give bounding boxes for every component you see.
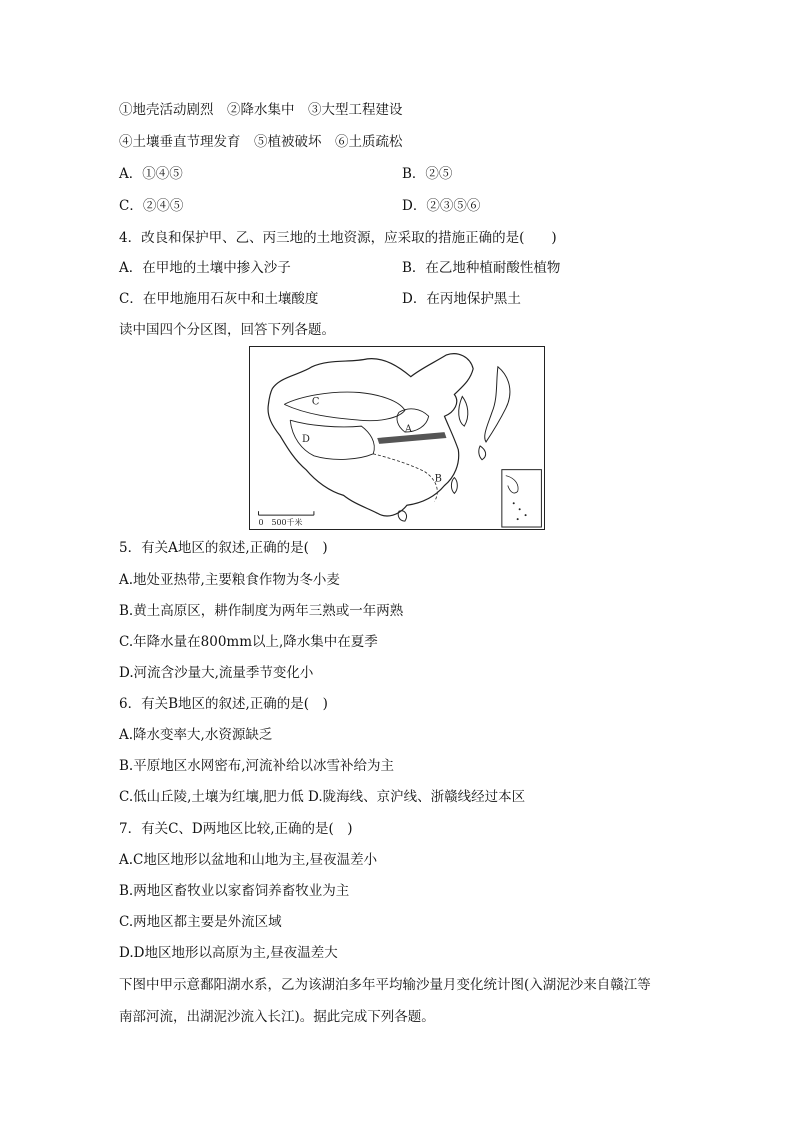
q6-option-c: C.低山丘陵,土壤为红壤,肥力低 D.陇海线、京沪线、浙赣线经过本区 bbox=[119, 789, 526, 805]
q5-stem: 5．有关A地区的叙述,正确的是( ) bbox=[119, 540, 328, 556]
region-c-boundary bbox=[284, 392, 405, 421]
q7-option-b: B.两地区畜牧业以家畜饲养畜牧业为主 bbox=[119, 883, 350, 899]
q4-option-d: D．在丙地保护黑土 bbox=[402, 291, 521, 307]
japan-south-outline bbox=[479, 446, 486, 460]
q3-option-a: A．①④⑤ bbox=[119, 166, 183, 182]
q4-option-b: B．在乙地种植耐酸性植物 bbox=[402, 260, 561, 276]
inset-island-2 bbox=[519, 508, 521, 510]
q6-option-a: A.降水变率大,水资源缺乏 bbox=[119, 727, 273, 743]
q6-option-b: B.平原地区水网密布,河流补给以冰雪补给为主 bbox=[119, 758, 395, 774]
q3-option-c: C．②④⑤ bbox=[119, 198, 184, 214]
q3-factors-line2: ④土壤垂直节理发育 ⑤植被破坏 ⑥土质疏松 bbox=[119, 134, 403, 150]
q7-option-d: D.D地区地形以高原为主,昼夜温差大 bbox=[119, 945, 338, 961]
q5-option-b: B.黄土高原区，耕作制度为两年三熟或一年两熟 bbox=[119, 603, 404, 619]
q3-factors-line1: ①地壳活动剧烈 ②降水集中 ③大型工程建设 bbox=[119, 102, 403, 118]
q5-option-a: A.地处亚热带,主要粮食作物为冬小麦 bbox=[119, 572, 340, 588]
q7-stem: 7．有关C、D两地区比较,正确的是( ) bbox=[119, 821, 353, 837]
q6-stem: 6．有关B地区的叙述,正确的是( ) bbox=[119, 696, 328, 712]
q5-option-d: D.河流含沙量大,流量季节变化小 bbox=[119, 665, 314, 681]
inset-island-3 bbox=[525, 514, 527, 516]
china-regions-map bbox=[249, 346, 545, 530]
q4-option-a: A．在甲地的土壤中掺入沙子 bbox=[119, 260, 291, 276]
map-scale-label: 0 500千米 bbox=[258, 518, 303, 528]
q4-option-c: C．在甲地施用石灰中和土壤酸度 bbox=[119, 291, 319, 307]
next-intro-line2: 南部河流，出湖泥沙流入长江)。据此完成下列各题。 bbox=[119, 1009, 435, 1025]
inset-island-1 bbox=[513, 502, 515, 504]
taiwan-outline bbox=[451, 478, 457, 494]
q7-option-a: A.C地区地形以盆地和山地为主,昼夜温差小 bbox=[119, 852, 378, 868]
map-label-c: C bbox=[311, 396, 320, 408]
japan-outline bbox=[485, 367, 510, 442]
map-drawing bbox=[250, 347, 544, 529]
southern-region-boundary bbox=[373, 454, 437, 501]
map-intro: 读中国四个分区图，回答下列各题。 bbox=[119, 322, 335, 338]
q7-option-c: C.两地区都主要是外流区域 bbox=[119, 914, 282, 930]
south-china-sea-inset bbox=[502, 470, 542, 527]
korea-outline bbox=[459, 396, 468, 426]
inset-island-4 bbox=[517, 518, 519, 520]
region-a-boundary bbox=[397, 409, 429, 432]
q3-option-d: D．②③⑤⑥ bbox=[402, 198, 481, 214]
map-label-a: A bbox=[404, 424, 413, 436]
map-label-b: B bbox=[434, 473, 442, 485]
q4-stem: 4．改良和保护甲、乙、丙三地的土地资源，应采取的措施正确的是( ) bbox=[119, 230, 557, 246]
map-label-d: D bbox=[302, 433, 310, 445]
next-intro-line1: 下图中甲示意鄱阳湖水系，乙为该湖泊多年平均输沙量月变化统计图(入湖泥沙来自赣江等 bbox=[119, 977, 651, 993]
q3-option-b: B．②⑤ bbox=[402, 166, 453, 182]
inset-coastline bbox=[506, 476, 518, 493]
q5-option-c: C.年降水量在800mm以上,降水集中在夏季 bbox=[119, 634, 378, 650]
